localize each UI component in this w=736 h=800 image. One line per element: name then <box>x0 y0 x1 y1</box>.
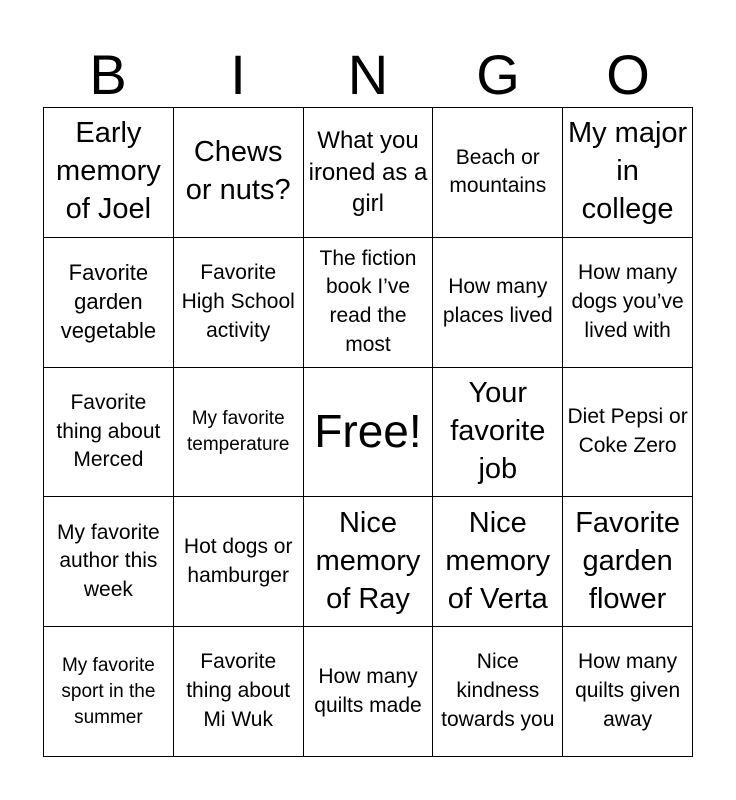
cell-text: Favorite garden flower <box>575 506 680 615</box>
free-space-cell[interactable] <box>304 368 434 498</box>
bingo-cell[interactable] <box>563 497 693 627</box>
bingo-cell[interactable] <box>44 238 174 368</box>
bingo-cell[interactable] <box>433 368 563 498</box>
bingo-cell[interactable] <box>433 238 563 368</box>
bingo-cell[interactable] <box>304 238 434 368</box>
bingo-header <box>43 44 693 106</box>
cell-text: My major in college <box>567 117 688 226</box>
bingo-cell[interactable] <box>174 368 304 498</box>
cell-text: Free! <box>314 405 422 458</box>
bingo-cell[interactable] <box>304 497 434 627</box>
cell-text: My favorite author this week <box>57 520 160 602</box>
header-letter-b: B <box>89 43 127 106</box>
header-letter-i: I <box>230 43 246 106</box>
cell-text: My favorite temperature <box>186 407 290 455</box>
cell-text: What you ironed as a girl <box>308 127 428 218</box>
header-letter-g: G <box>476 43 520 106</box>
cell-text: Nice kindness towards you <box>441 650 555 731</box>
header-letter-o: O <box>606 43 650 106</box>
cell-text: How many dogs you’ve lived with <box>571 261 684 342</box>
bingo-cell[interactable] <box>563 238 693 368</box>
bingo-cell[interactable] <box>304 627 434 757</box>
bingo-cell[interactable] <box>44 368 174 498</box>
cell-text: Favorite garden vegetable <box>60 259 157 343</box>
cell-text: Early memory of Joel <box>56 117 161 226</box>
bingo-cell[interactable] <box>44 108 174 238</box>
cell-text: How many quilts made <box>314 664 422 717</box>
bingo-cell[interactable] <box>563 108 693 238</box>
header-letter-n: N <box>347 43 389 106</box>
bingo-cell[interactable] <box>433 497 563 627</box>
cell-text: Nice memory of Verta <box>445 506 551 615</box>
cell-text: How many quilts given away <box>575 650 681 731</box>
bingo-cell[interactable] <box>44 627 174 757</box>
cell-text: Hot dogs or hamburger <box>183 535 293 587</box>
bingo-cell[interactable] <box>44 497 174 627</box>
cell-text: Favorite High School activity <box>181 261 295 342</box>
bingo-cell[interactable] <box>174 497 304 627</box>
bingo-cell[interactable] <box>433 108 563 238</box>
cell-text: Diet Pepsi or Coke Zero <box>567 405 688 457</box>
cell-text: The fiction book I’ve read the most <box>319 246 417 356</box>
bingo-board <box>43 107 693 757</box>
bingo-cell[interactable] <box>174 238 304 368</box>
bingo-cell[interactable] <box>174 108 304 238</box>
cell-text: Beach or mountains <box>449 145 547 198</box>
cell-text: Favorite thing about Mi Wuk <box>186 650 291 731</box>
cell-text: Favorite thing about Merced <box>56 390 161 472</box>
bingo-cell[interactable] <box>433 627 563 757</box>
bingo-cell[interactable] <box>174 627 304 757</box>
cell-text: How many places lived <box>442 275 553 328</box>
cell-text: Nice memory of Ray <box>315 506 421 615</box>
cell-text: Your favorite job <box>450 377 546 485</box>
cell-text: My favorite sport in the summer <box>61 654 156 728</box>
bingo-cell[interactable] <box>304 108 434 238</box>
bingo-cell[interactable] <box>563 627 693 757</box>
bingo-cell[interactable] <box>563 368 693 498</box>
cell-text: Chews or nuts? <box>185 136 291 207</box>
